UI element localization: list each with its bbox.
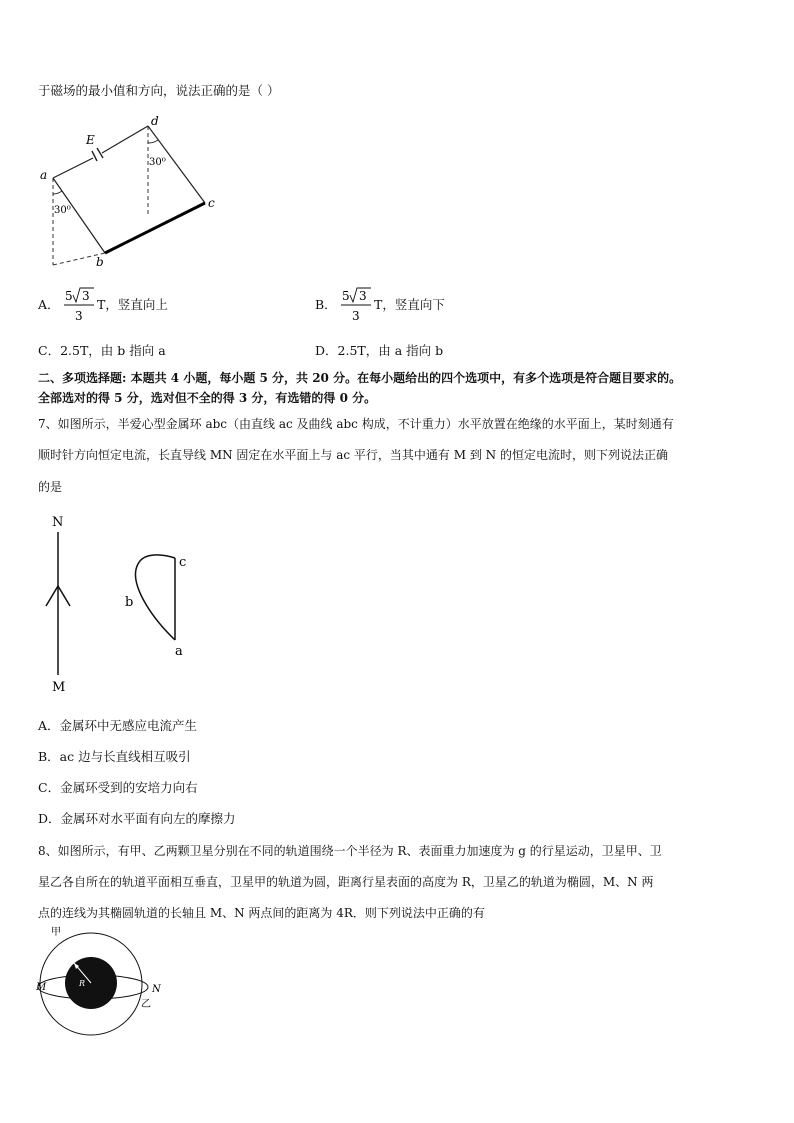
q8-label-jia: 甲 (51, 927, 61, 938)
section2-line1: 二、多项选择题: 本题共 4 小题，每小题 5 分，共 20 分。在每小题给出的四个选项中，有多个选项是符合题目要求的。 (38, 371, 682, 385)
q6-option-a-letter: A． (38, 297, 60, 312)
q6-angle-d: 30⁰ (149, 157, 166, 168)
q6-option-b-text: T，竖直向下 (374, 297, 445, 312)
svg-text:3: 3 (82, 289, 90, 303)
q8-label-M: M (36, 982, 47, 993)
q7-label-c: c (179, 555, 187, 570)
q6-label-d: d (151, 114, 159, 128)
q7-line3: 的是 (38, 480, 63, 494)
q6-rod-bc (105, 203, 205, 253)
q6-option-a-text: T，竖直向上 (97, 297, 168, 312)
svg-text:3: 3 (352, 309, 360, 323)
q7-option-a: A．金属环中无感应电流产生 (38, 718, 198, 733)
q6-angle-a: 30⁰ (54, 205, 71, 216)
svg-text:5: 5 (342, 289, 350, 303)
q6-stem-tail: 于磁场的最小值和方向，说法正确的是（ ） (38, 83, 280, 98)
q6-option-b-fraction (339, 284, 375, 326)
q6-label-b: b (96, 255, 104, 269)
q8-orbit-figure (30, 925, 170, 1037)
svg-text:3: 3 (75, 309, 83, 323)
q6-option-a-fraction (62, 284, 98, 326)
q8-line1: 8、如图所示，有甲、乙两颗卫星分别在不同的轨道围绕一个半径为 R、表面重力加速度为 g 的行星运动，卫星甲、卫 (38, 844, 662, 858)
q7-label-a: a (175, 644, 183, 659)
q7-label-b: b (125, 595, 134, 610)
q8-line2: 星乙各自所在的轨道平面相互垂直，卫星甲的轨道为圆，距离行星表面的高度为 R，卫星乙的轨道为椭圆，M、N 两 (38, 875, 654, 889)
q7-line2: 顺时针方向恒定电流，长直导线 MN 固定在水平面上与 ac 平行，当其中通有 M 到 N 的恒定电流时，则下列说法正确 (38, 448, 668, 462)
q7-option-c: C．金属环受到的安培力向右 (38, 780, 198, 795)
section2-line2: 全部选对的得 5 分，选对但不全的得 3 分，有选错的得 0 分。 (38, 391, 377, 405)
q6-option-d: D．2.5T，由 a 指向 b (315, 343, 444, 358)
q7-option-b: B．ac 边与长直线相互吸引 (38, 749, 191, 764)
q7-wire-ring-figure (38, 510, 208, 695)
q8-label-yi: 乙 (141, 999, 151, 1010)
q6-option-c: C．2.5T，由 b 指向 a (38, 343, 166, 358)
q6-label-c: c (208, 196, 215, 210)
q6-label-a: a (40, 168, 48, 182)
q8-label-R: R (79, 979, 86, 988)
q6-label-E: E (86, 133, 95, 147)
q7-line1: 7、如图所示，半爱心型金属环 abc（由直线 ac 及曲线 abc 构成，不计重力）水平放置在绝缘的水平面上，某时刻通有 (38, 417, 674, 431)
q6-circuit-figure (30, 108, 230, 278)
q7-label-M: M (52, 680, 66, 695)
q6-battery-plate-1 (92, 151, 97, 161)
q8-label-N: N (152, 984, 161, 995)
q8-line3: 点的连线为其椭圆轨道的长轴且 M、N 两点间的距离为 4R．则下列说法中正确的有 (38, 906, 485, 920)
q7-curve-abc (136, 555, 175, 640)
q7-option-d: D．金属环对水平面有向左的摩擦力 (38, 811, 236, 826)
svg-text:5: 5 (65, 289, 73, 303)
q6-option-b-letter: B． (315, 297, 337, 312)
q7-label-N: N (52, 515, 64, 530)
svg-text:3: 3 (359, 289, 367, 303)
